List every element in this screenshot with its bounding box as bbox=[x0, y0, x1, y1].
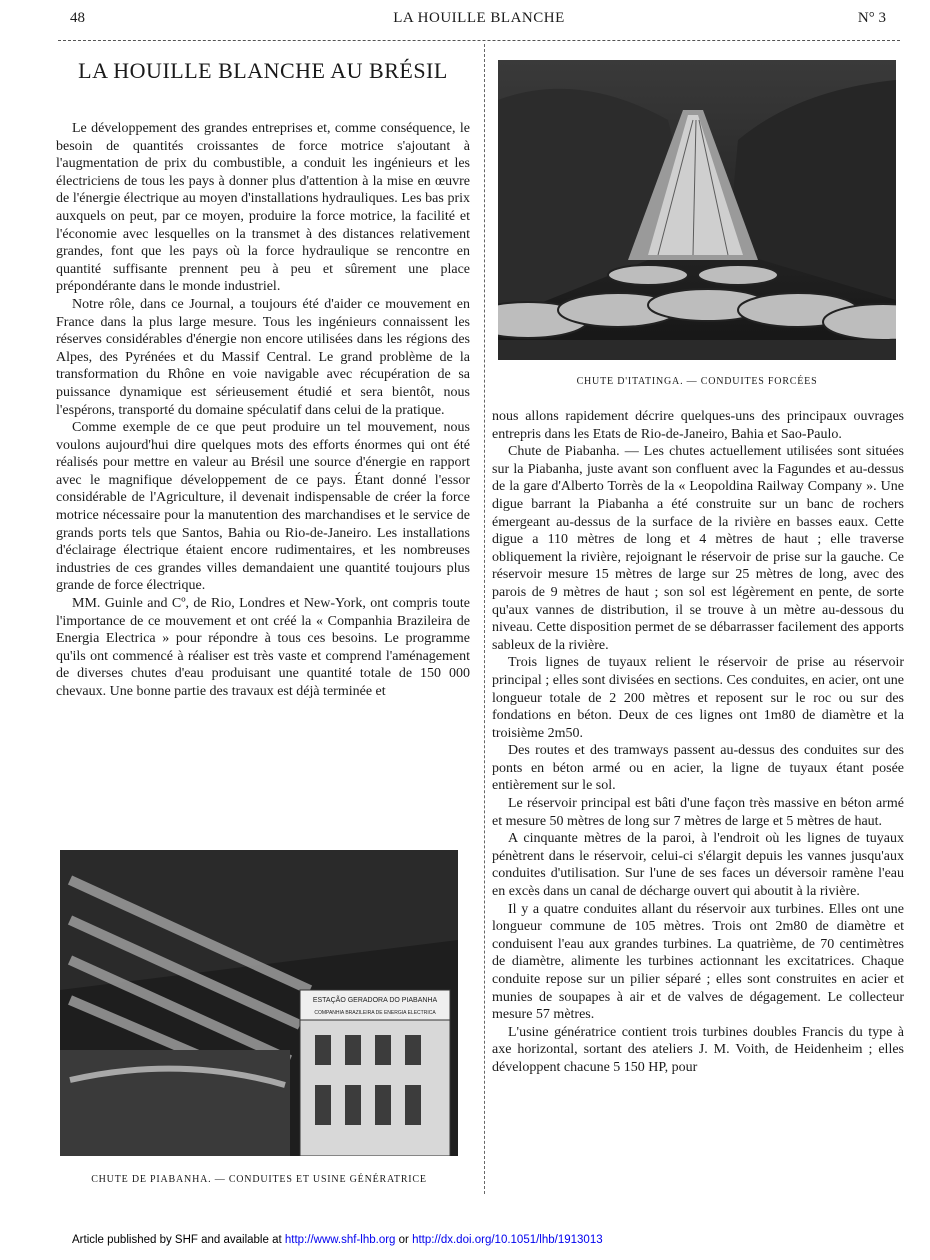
penstocks-illustration bbox=[498, 60, 896, 360]
caption-piabanha: CHUTE DE PIABANHA. — CONDUITES ET USINE GÉNÉRATRICE bbox=[91, 1174, 427, 1185]
footer-separator: or bbox=[395, 1234, 413, 1246]
page-header bbox=[58, 6, 900, 30]
journal-title: LA HOUILLE BLANCHE bbox=[393, 10, 565, 26]
column-divider bbox=[484, 44, 485, 1194]
footer-link-doi[interactable]: http://dx.doi.org/10.1051/lhb/1913013 bbox=[412, 1234, 603, 1246]
paragraph: MM. Guinle and Cº, de Rio, Londres et New-York, ont compris toute l'importance de ce mouvement et ont créé la « Companhia Brazileira de Energia Electrica » pour répondre à tous ces besoins. Le programme qu'ils ont commencé à réaliser est très vaste et comprend l'aménagement de diverses chutes d'eau produisant une quantité totale de 150 000 chevaux. Une bonne partie des travaux est déjà terminée et bbox=[56, 596, 470, 699]
left-column bbox=[56, 120, 470, 701]
footer-link-shf[interactable]: http://www.shf-lhb.org bbox=[284, 1234, 396, 1246]
paragraph: Chute de Piabanha. — Les chutes actuellement utilisées sont situées sur la Piabanha, juste avant son confluent avec la Fagundes et au-dessus de la gare d'Alberto Torrès de la « Leopoldina Railway Company ». Une digue barrant la Piabanha a été construite sur un banc de rochers émergeant au-dessus de la surface de la rivière en basses eaux. Cette digue a 110 mètres de long et 4 mètres de haut ; elle traverse obliquement la rivière, rejoignant le réservoir de prise sur la gauche. Ce réservoir mesure 15 mètres de large sur 25 mètres de long, avec des parois de 9 mètres de haut ; son sol est légèrement en pente, de sorte qu'aux vannes de distribution, il se trouve à un mètre au-dessous du niveau. Cette disposition permet de se débarrasser facilement des apports sableux de la rivière. bbox=[492, 444, 904, 653]
plant-sign-line2: COMPANHIA BRAZILEIRA DE ENERGIA ELECTRICA bbox=[314, 1010, 436, 1016]
issue-number: N° 3 bbox=[857, 10, 886, 26]
paragraph: Le développement des grandes entreprises et, comme conséquence, le besoin de quantités croissantes de force motrice s'ajoutant à l'augmentation de prix du combustible, a conduit les ingénieurs et les électriciens de tous les pays à donner plus d'attention à la mise en œuvre de l'énergie électrique au moyen d'installations hydrauliques. Les bas prix auxquels on peut, par ce moyen, produire la force motrice, la facilité et l'économie avec lesquelles on la transmet à des distances relativement grandes, font que les pays où la force hydraulique se rencontre en quantité suffisante prennent peu à peu et sûrement une place prépondérante dans le monde industriel. bbox=[56, 121, 470, 295]
paragraph: A cinquante mètres de la paroi, à l'endroit où les lignes de tuyaux pénètrent dans le réservoir, celui-ci s'élargit depuis les vannes jusqu'aux conduites d'utilisation. Sur l'une de ses faces un déversoir ramène l'eau en excès dans un canal de décharge ouvert qui aboutit à la rivière. bbox=[492, 831, 904, 900]
power-plant-illustration bbox=[60, 850, 458, 1156]
photo-itatinga-penstocks bbox=[498, 60, 896, 360]
paragraph: Le réservoir principal est bâti d'une façon très massive en béton armé et mesure 50 mètres de long sur 7 mètres de large et 5 mètres de haut. bbox=[492, 796, 904, 829]
page-footer bbox=[72, 1234, 603, 1246]
photo-piabanha-plant bbox=[60, 850, 458, 1156]
paragraph: Il y a quatre conduites allant du réservoir aux turbines. Elles ont une longueur commune de 105 mètres. Trois ont 2m80 de diamètre et conduisent l'eau aux grandes turbines. La quatrième, de 70 centimètres de diamètre, alimente les turbines actionnant les excitatrices. Chaque conduite repose sur un pilier séparé ; elles sont construites en acier et munies de soupapes à air et de valves de dégagement. Le collecteur mesure 57 mètres. bbox=[492, 901, 904, 1023]
plant-sign-line1: ESTAÇÃO GERADORA DO PIABANHA bbox=[312, 997, 438, 1004]
footer-prefix: Article published by SHF and available at bbox=[72, 1234, 285, 1246]
right-column bbox=[492, 408, 904, 1077]
caption-itatinga: CHUTE D'ITATINGA. — CONDUITES FORCÉES bbox=[576, 376, 818, 387]
paragraph: Comme exemple de ce que peut produire un tel mouvement, nous voulons aujourd'hui dire quelques mots des efforts énormes qui ont été réalisés pour mettre en valeur au Brésil une source d'énergie en rapport avec le magnifique développement de ce pays. Étant donné l'essor considérable de l'Agriculture, il devenait indispensable de créer la force motrice nécessaire pour la manutention des marchandises et le service de grands ports tels que Santos, Bahia ou Rio-de-Janeiro. Les installations d'éclairage électrique étaient encore rudimentaires, et les nombreuses industries de ces grandes villes demandaient une quantité toujours plus grande de force électrique. bbox=[56, 420, 470, 594]
header-rule bbox=[58, 40, 900, 41]
paragraph: Des routes et des tramways passent au-dessus des conduites sur des ponts en béton armé ou en acier, la ligne de tuyaux étant posée entièrement sur le sol. bbox=[492, 743, 904, 794]
paragraph: L'usine génératrice contient trois turbines doubles Francis du type à axe horizontal, sortant des ateliers J. M. Voith, de Heidenheim ; elles développent chacune 5 150 HP, pour bbox=[492, 1024, 904, 1075]
paragraph: Trois lignes de tuyaux relient le réservoir de prise au réservoir principal ; elles sont divisées en sections. Ces conduites, en acier, ont une longueur totale de 2 200 mètres et reposent sur le roc ou sur des fondations en béton. Deux de ces lignes ont 1m80 de diamètre et la troisième 2m50. bbox=[492, 655, 904, 741]
page-number: 48 bbox=[70, 10, 85, 26]
paragraph: nous allons rapidement décrire quelques-uns des principaux ouvrages entrepris dans les Etats de Rio-de-Janeiro, Bahia et Sao-Paulo. bbox=[492, 409, 904, 442]
paragraph: Notre rôle, dans ce Journal, a toujours été d'aider ce mouvement en France dans la plus large mesure. Tous les ingénieurs connaissent les réserves considérables d'énergie non encore utilisées dans les régions des Alpes, des Pyrénées et du Massif Central. Le grand problème de la transformation du Rhône en voie navigable avec récupération de sa puissance dynamique est sérieusement étudié et sera bientôt, nous l'espérons, transporté du domaine spéculatif dans celui de la pratique. bbox=[56, 296, 470, 418]
article-title: LA HOUILLE BLANCHE AU BRÉSIL bbox=[78, 58, 448, 83]
